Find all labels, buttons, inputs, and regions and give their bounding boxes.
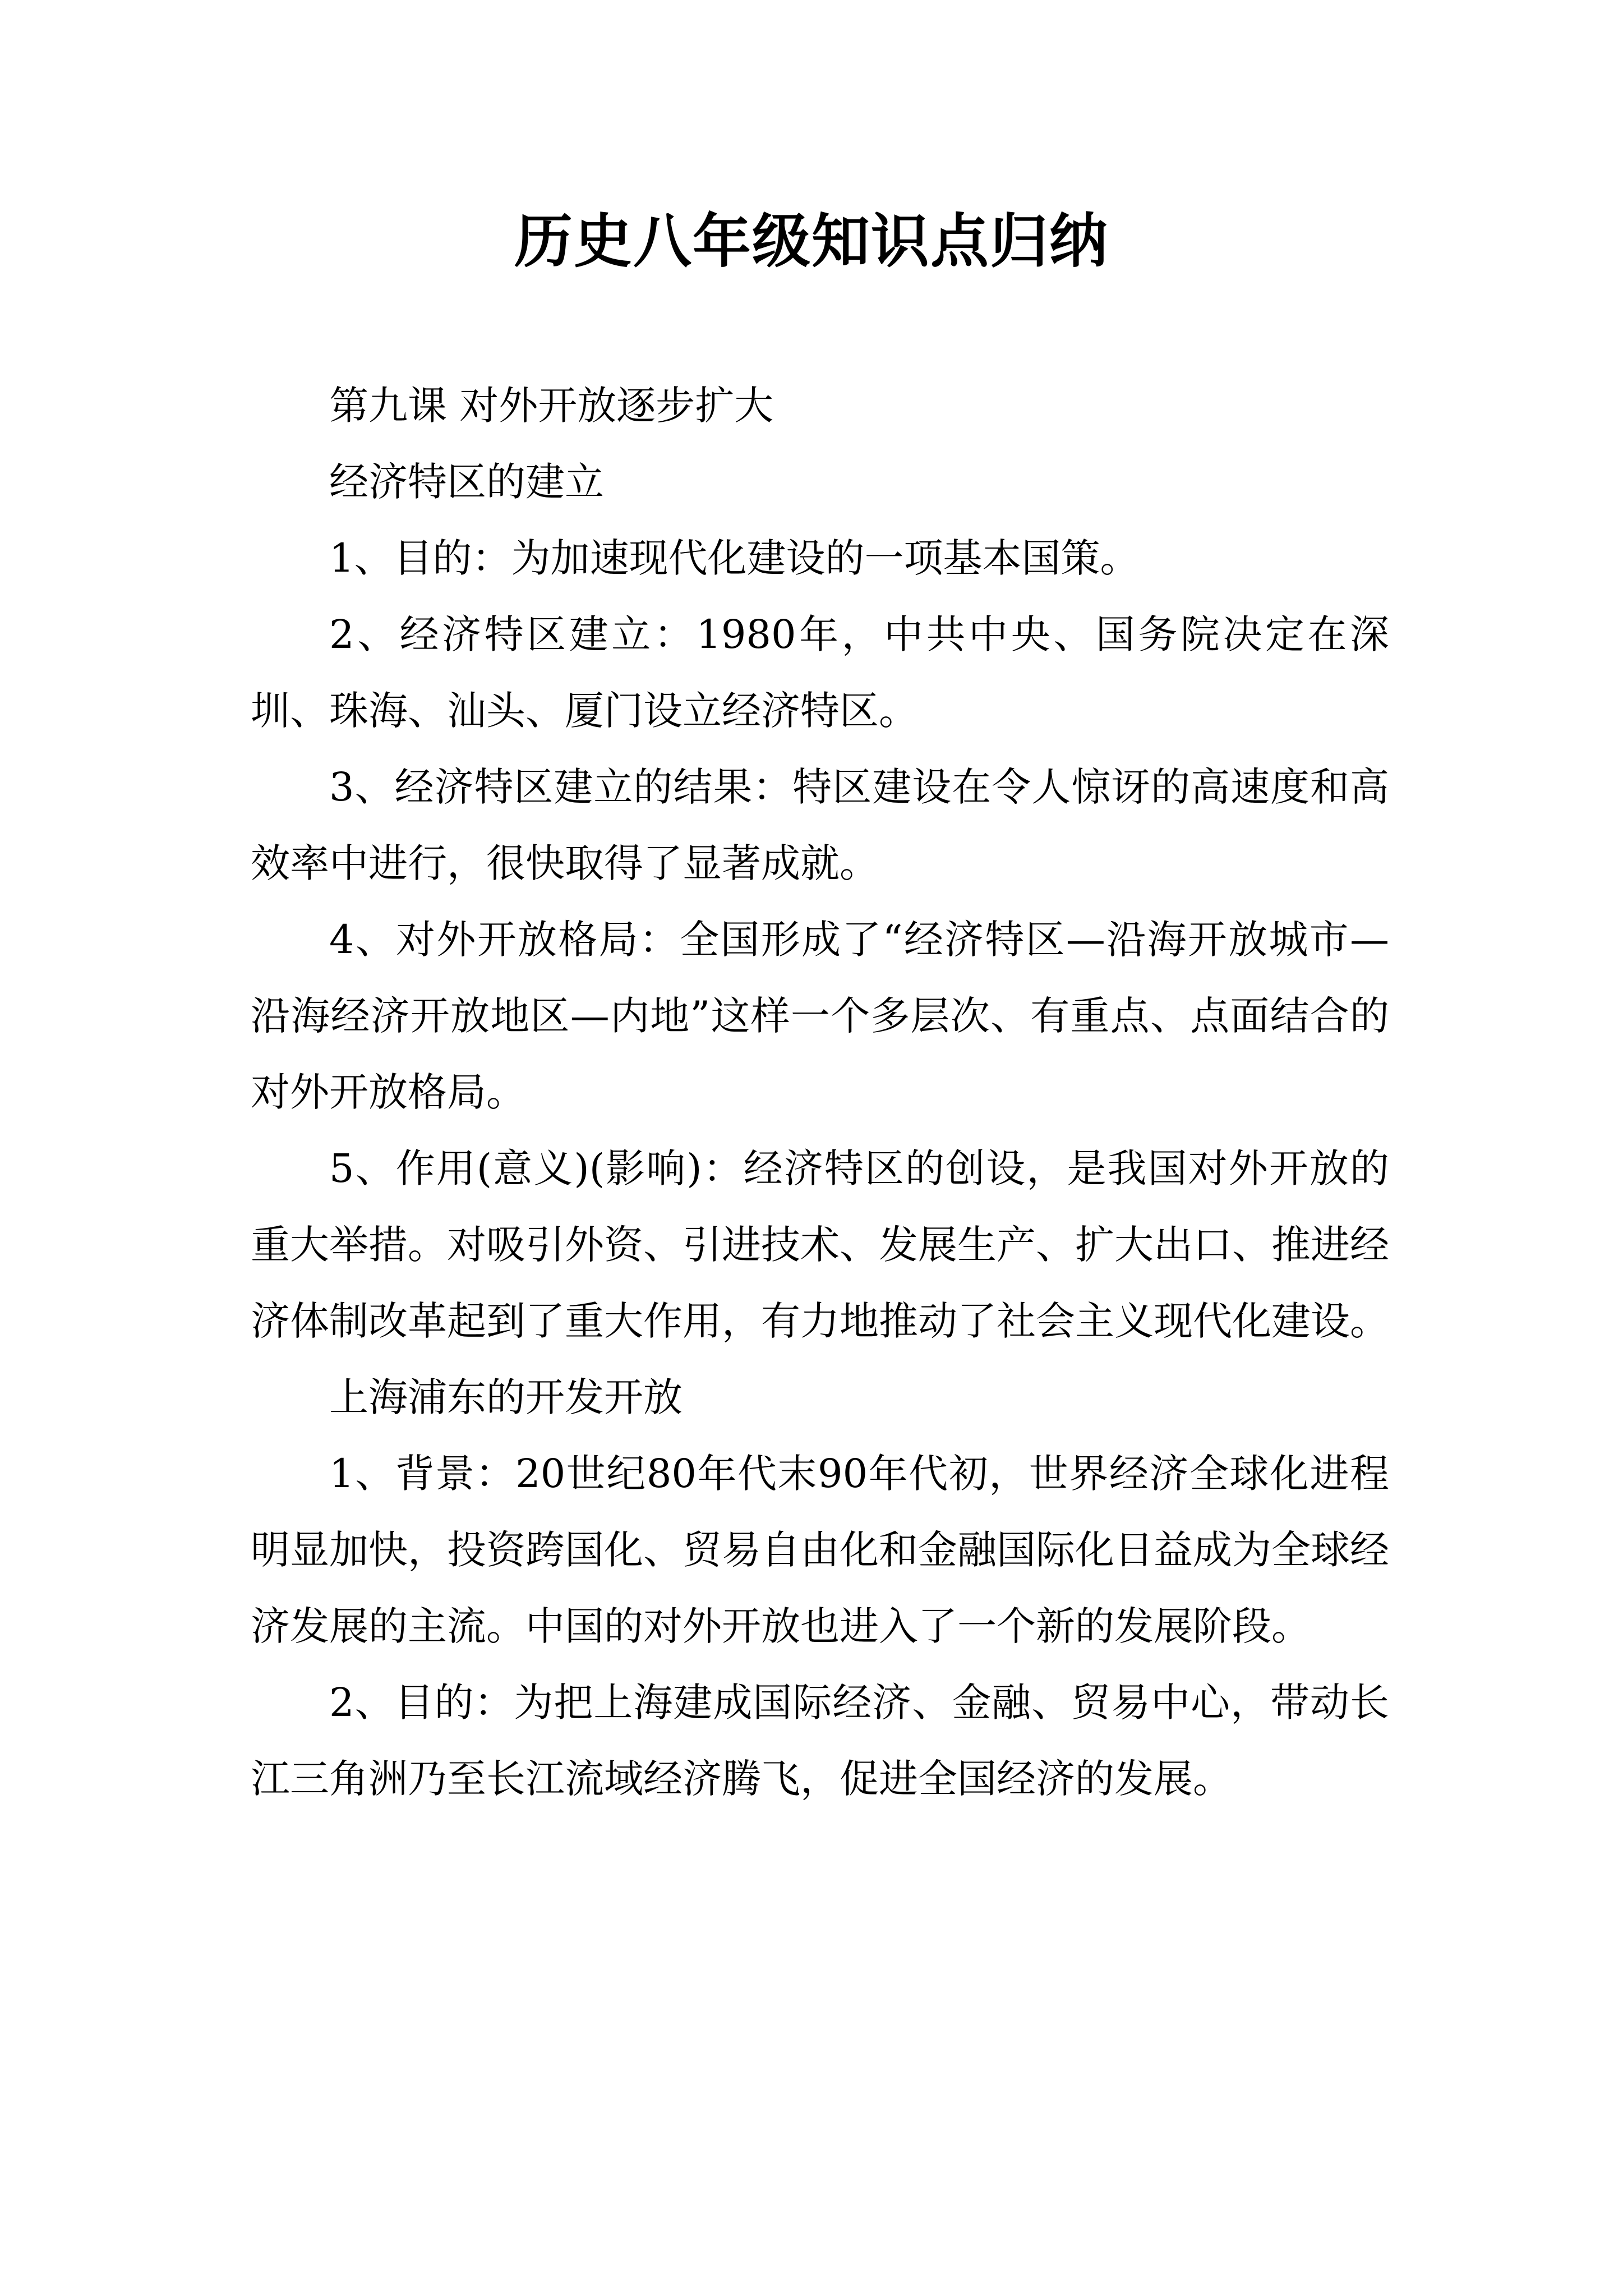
section-heading-special-economic-zones: 经济特区的建立 — [329, 459, 604, 505]
lesson-heading: 第九课 对外开放逐步扩大 — [329, 383, 774, 429]
document-body — [251, 367, 1389, 1817]
paragraph-result: 3、经济特区建立的结果：特区建设在令人惊讶的高速度和高效率中进行，很快取得了显著成就。 — [251, 764, 1389, 886]
paragraph-establishment: 2、经济特区建立：1980年，中共中央、国务院决定在深圳、珠海、汕头、厦门设立经济特区。 — [251, 611, 1389, 734]
paragraph-purpose: 1、目的：为加速现代化建设的一项基本国策。 — [329, 535, 1140, 581]
paragraph-pudong-purpose: 2、目的：为把上海建成国际经济、金融、贸易中心，带动长江三角洲乃至长江流域经济腾飞，促进全国经济的发展。 — [251, 1680, 1389, 1802]
document-title: 历史八年级知识点归纳 — [514, 206, 1109, 275]
paragraph-opening-pattern: 4、对外开放格局：全国形成了“经济特区—沿海开放城市—沿海经济开放地区—内地”这样一个多层次、有重点、点面结合的对外开放格局。 — [251, 917, 1389, 1115]
paragraph-significance: 5、作用(意义)(影响)：经济特区的创设，是我国对外开放的重大举措。对吸引外资、引进技术、发展生产、扩大出口、推进经济体制改革起到了重大作用，有力地推动了社会主义现代化建设。 — [251, 1145, 1389, 1344]
paragraph-background: 1、背景：20世纪80年代末90年代初，世界经济全球化进程明显加快，投资跨国化、贸易自由化和金融国际化日益成为全球经济发展的主流。中国的对外开放也进入了一个新的发展阶段。 — [251, 1451, 1389, 1649]
section-heading-pudong: 上海浦东的开发开放 — [329, 1374, 683, 1420]
